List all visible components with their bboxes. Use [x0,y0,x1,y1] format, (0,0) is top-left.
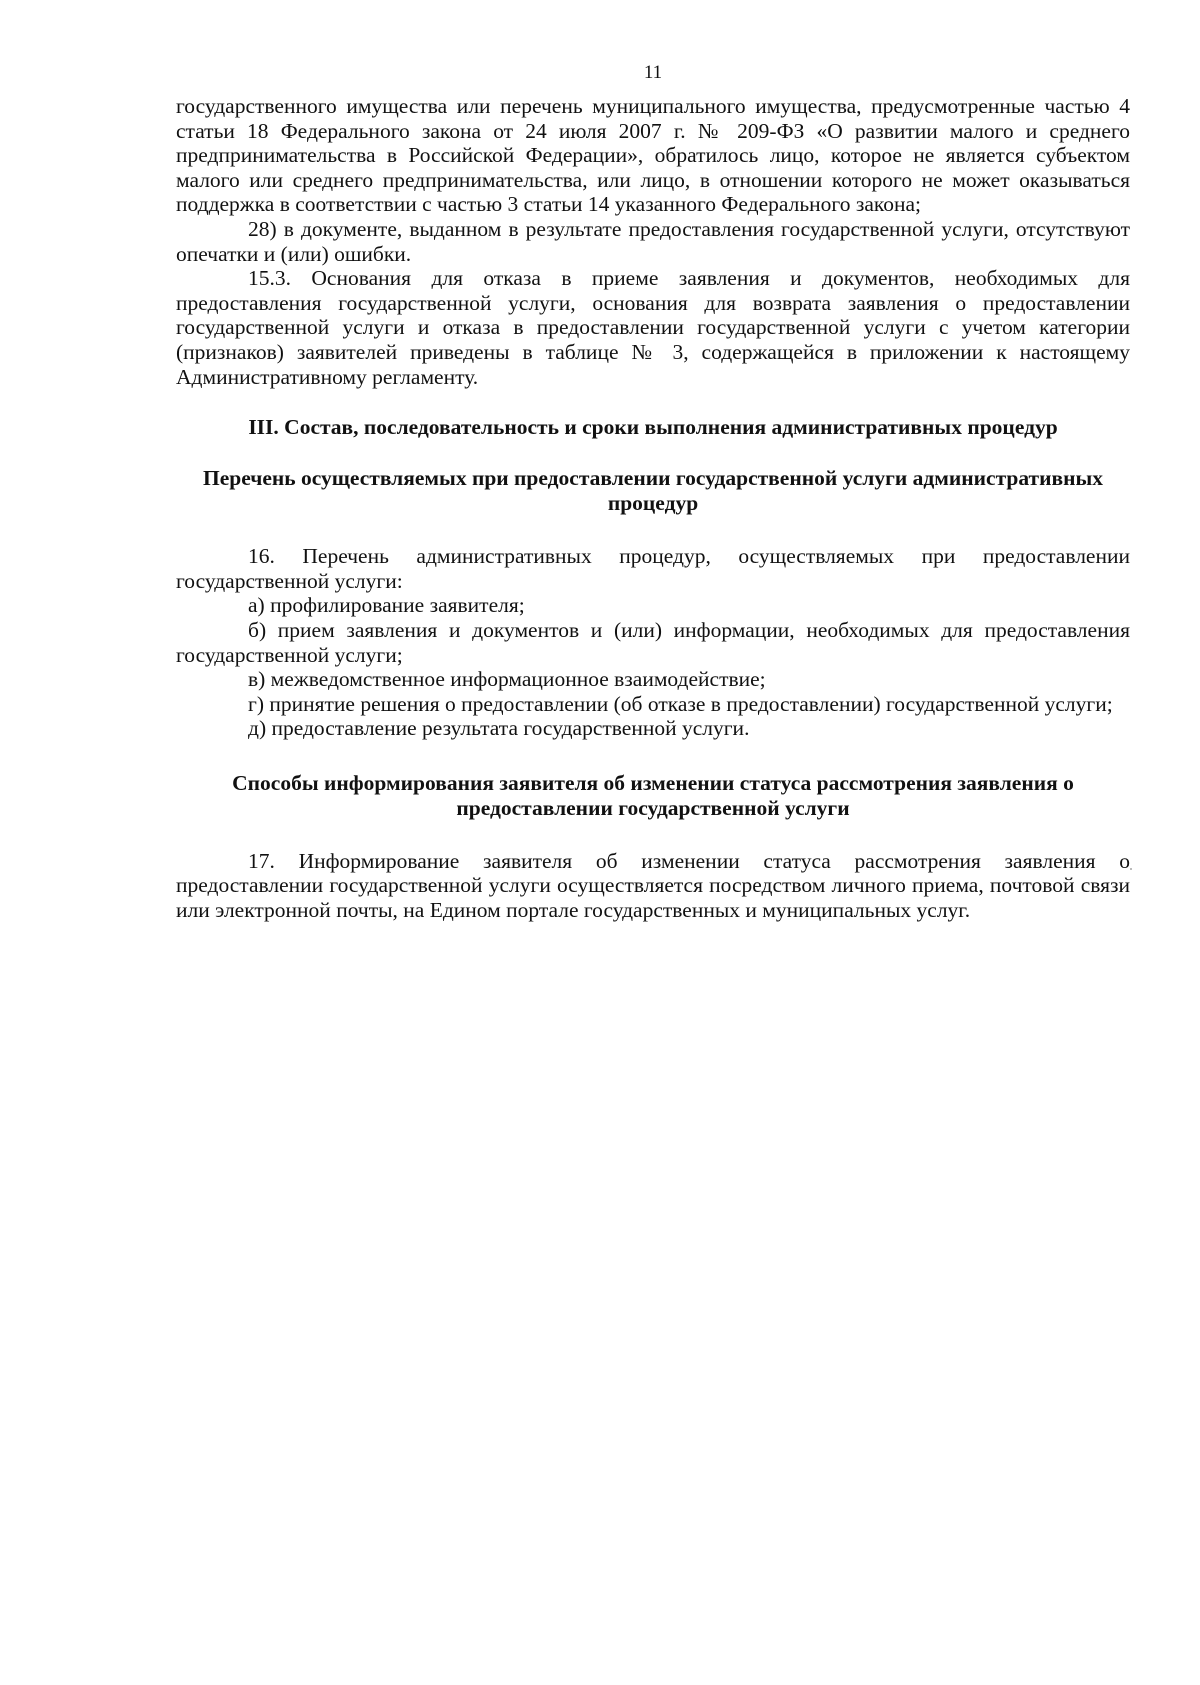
list-item-g: г) принятие решения о предоставлении (об отказе в предоставлении) государственной услуги; [248,691,1113,716]
document-page [176,60,1130,923]
page-number: 11 [643,62,663,83]
list-item-b: б) прием заявления и документов и (или) информации, необходимых для предоставления государственной услуги; [176,617,1130,667]
paragraph-item-17: 17. Информирование заявителя об изменении статуса рассмотрения заявления о предоставлении государственной услуги осуществляется посредством личного приема, почтовой связи или электронной почты, на Едином портале государственных и муниципальных услуг. [176,848,1130,923]
scan-speck [1130,868,1132,870]
paragraph-item-28: 28) в документе, выданном в результате предоставления государственной услуги, отсутствуют опечатки и (или) ошибки. [176,216,1130,266]
subsection-title-informing: Способы информирования заявителя об изменении статуса рассмотрения заявления о предоставлении государственной услуги [232,770,1074,820]
subsection-title-procedures: Перечень осуществляемых при предоставлении государственной услуги административных процедур [202,466,1104,516]
section-title: III. Состав, последовательность и сроки выполнения административных процедур [248,415,1058,440]
paragraph-item-16: 16. Перечень административных процедур, осуществляемых при предоставлении государственной услуги: [176,544,1130,593]
paragraph-item-15-3: 15.3. Основания для отказа в приеме заявления и документов, необходимых для предоставления государственной услуги, основания для возврата заявления о предоставлении государственной услуги и отказа в предоставлении государственной услуги с учетом категории (признаков) заявителей приведены в таблице № 3, содержащейся в приложении к настоящему Административному регламенту. [176,266,1130,389]
paragraph-continuation: государственного имущества или перечень муниципального имущества, предусмотренные частью 4 статьи 18 Федерального закона от 24 июля 2007 г. № 209-ФЗ «О развитии малого и среднего предпринимательства в Российской Федерации», обратилось лицо, которое не является субъектом малого или среднего предпринимательства, или лицо, в отношении которого не может оказываться поддержка в соответствии с частью 3 статьи 14 указанного Федерального закона; [176,94,1130,217]
list-item-a: а) профилирование заявителя; [248,593,525,618]
list-item-v: в) межведомственное информационное взаимодействие; [248,667,766,692]
list-item-d: д) предоставление результата государственной услуги. [248,716,750,741]
